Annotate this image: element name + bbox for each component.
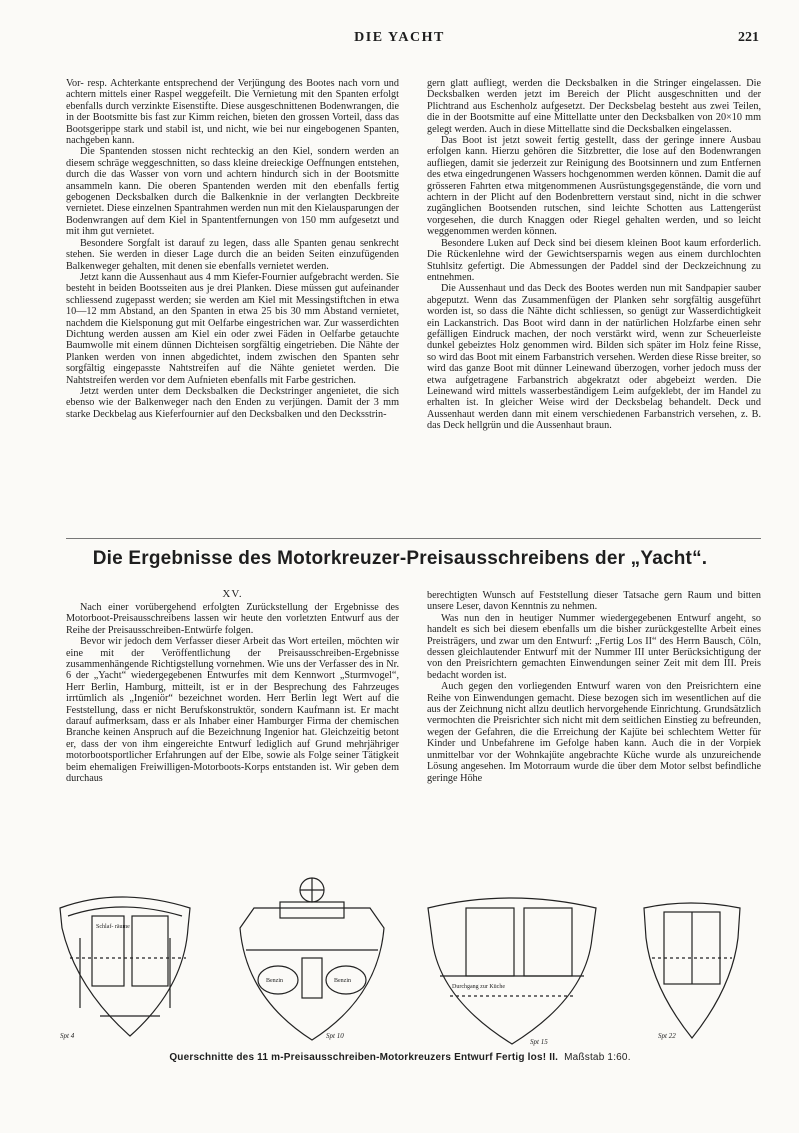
paragraph: Jetzt kann die Aussenhaut aus 4 mm Kiefer-Fournier aufgebracht werden. Sie besteht in beiden Bootsseiten aus je drei Planken. Diese müssen gut aufeinander schliessend zugepasst werden; sie werden am Kiel mit Messingstiftchen in etwa 10—12 mm Abstand, an den Spanten in etwa 25 bis 30 mm Abstand vernietet, nachdem die Kielsponung gut mit Oelfarbe eingestrichen war. Zur wasserdichten Dichtung werden aussen am Kiel ein oder zwei Fäden in Oelfarbe getauchte Baumwolle mit einem dünnen Dichteisen sorgfältig eingetrieben. Die Nähte der Planken werden von innen abgedichtet, indem zwischen den Spanten sehr sorgfältig eingepasste Nahtstreifen auf die Nähte genietet werden. Die Nahtstreifen werden vor dem Aufnieten ebenfalls mit Farbe gestrichen. bbox=[66, 271, 399, 386]
label-spt15: Spt 15 bbox=[530, 1038, 548, 1046]
hull-cross-sections-figure bbox=[40, 868, 760, 1046]
section-spt22 bbox=[644, 903, 740, 1038]
section-spt15 bbox=[428, 898, 596, 1044]
article-left-column bbox=[66, 602, 399, 850]
figure-caption bbox=[40, 1052, 760, 1063]
label-hinweis: Durchgang zur Küche bbox=[452, 984, 505, 990]
caption-scale: Maßstab 1:60. bbox=[564, 1052, 631, 1063]
article-title: Die Ergebnisse des Motorkreuzer-Preisausschreibens der „Yacht“. bbox=[92, 548, 708, 569]
label-spt10: Spt 10 bbox=[326, 1032, 344, 1040]
paragraph: Das Boot ist jetzt soweit fertig gestellt, dass der geringe innere Ausbau erfolgen kann. Hierzu gehören die Sitzbretter, die lose auf den Bodenwrangen aufliegen, damit sie jederzeit zur Reinigung des Bootsinnern und zum Entfernen des etwa eingedrungenen Wassers hochgenommen werden können. Damit die auf grösseren Fahrten etwa mitgenommenen Ausrüstungsgegenstände, die vorn und achtern in der Plicht auf den Bodenbrettern verstaut sind, nicht in die schwer zugänglichen Bootsenden rutschen, sind leichte Schotten aus Lattengerüst vorgesehen, die durch Knaggen oder Riegel gehalten werden, und so leicht weggenommen werden können. bbox=[427, 135, 761, 238]
paragraph: Bevor wir jedoch dem Verfasser dieser Arbeit das Wort erteilen, möchten wir eine mit der Veröffentlichung der Preisausschreiben-Ergebnisse zusammenhängende Richtigstellung vornehmen. Wie uns der Verfasser des in Nr. 6 der „Yacht“ wiedergegebenen Entwurfes mit dem Kennwort „Sturmvogel“, Herr Berlin, Hamburg, mitteilt, ist er in der Besprechung des Fahrzeuges irrtümlich als „Ingeniör“ bezeichnet worden. Herr Berlin legt Wert auf die Feststellung, dass er nicht Berufskonstruktör, sondern Kaufmann ist. Er macht darauf aufmerksam, dass er als Inhaber einer Hamburger Firma der chemischen Branche keinen Anspruch auf die Bezeichnung Ingenior hat. Gleichzeitig betont er, dass der von ihm eingereichte Entwurf lediglich auf Grund mehrjähriger motorbootsportlicher Erfahrungen auf der Elbe, sowie als Folge seiner Tätigkeit beim ehemaligen Freiwilligen-Motorboots-Korps entstanden ist. Wir geben dem durchaus bbox=[66, 636, 399, 785]
journal-title: DIE YACHT bbox=[354, 30, 445, 45]
article-part-number: XV. bbox=[222, 588, 243, 600]
label-spt4: Spt 4 bbox=[60, 1032, 75, 1040]
label-spt22: Spt 22 bbox=[658, 1032, 676, 1040]
paragraph: Auch gegen den vorliegenden Entwurf waren von den Preisrichtern eine Reihe von Einwendungen gemacht. Diese bezogen sich im wesentlichen auf die aus der Zeichnung nicht allzu deutlich hervorgehende Einrichtung. Grundsätzlich vermochten die Preisrichter sich nicht mit dem seitlichen Einstieg zu befreunden, wegen der Gefahren, die die Erreichung der Kajüte bei schlechtem Wetter für Kinder und Unbefahrene im Gefolge haben kann. Auch die in der Vorpiek unmittelbar vor der Wohnkajüte angebrachte Küche wurde als unzureichende Lösung angesehen. Im Motorraum wurde die über dem Motor selbst befindliche geringe Höhe bbox=[427, 681, 761, 784]
paragraph: Die Aussenhaut und das Deck des Bootes werden nun mit Sandpapier sauber abgeputzt. Wenn das Zusammenfügen der Planken sehr sorgfältig ausgeführt worden ist, so dass die Nähte dicht schliessen, so genügt zur Wasserdichtigkeit ein Lackanstrich. Das Boot wird dann in der natürlichen Holzfarbe einen sehr gefälligen Eindruck machen, der noch verstärkt wird, wenn zur Scheuerleiste dunkel gebeiztes Holz genommen wird. Bilden sich später im Holz feine Risse, so wird das Boot mit einem Farbanstrich versehen. Werden diese Risse breiter, so wird das ganze Boot mit dünner Leinewand überzogen, vorher jedoch muss der etwa aufgetragene Farbanstrich abgekratzt oder abgebeizt werden. Die Leinewand wird mittels wasserbeständigem Leim aufgeklebt, der im Handel zu erhalten ist. In gleicher Weise wird der Decksbelag behandelt. Deck und Aussenhaut werden dann mit einem verschiedenen Farbanstrich versehen, z. B. das Deck hellgrün und die Aussenhaut braun. bbox=[427, 283, 761, 432]
paragraph: Besondere Sorgfalt ist darauf zu legen, dass alle Spanten genau senkrecht stehen. Sie werden in dieser Lage durch die an beiden Seiten einzufügenden Balkenweger gehalten, mit denen sie ebenfalls vernietet werden. bbox=[66, 237, 399, 272]
label-benzin-left: Benzin bbox=[266, 978, 283, 984]
paragraph: berechtigten Wunsch auf Feststellung dieser Tatsache gern Raum und bitten unsere Leser, davon Kenntnis zu nehmen. bbox=[427, 590, 761, 613]
label-benzin-right: Benzin bbox=[334, 978, 351, 984]
paragraph: gern glatt aufliegt, werden die Decksbalken in die Stringer eingelassen. Die Decksbalken werden jetzt im Bereich der Plicht ausgeschnitten und der Plichtrand aus Eschenholz aufgesetzt. Der Decksbelag besteht aus zwei Teilen, die in der Bootsmitte auf eine Mittellatte unter den Decksbalken von 20×10 mm gelegt werden. Auch in diese Mittellatte sind die Decksbalken eingelassen. bbox=[427, 78, 761, 135]
paragraph: Besondere Luken auf Deck sind bei diesem kleinen Boot kaum erforderlich. Die Rückenlehne wird der Gewichtsersparnis wegen aus einem durchlochten Stuhlsitz gefertigt. Die Abmessungen der Paddel sind der Deckzeichnung zu entnehmen. bbox=[427, 237, 761, 283]
top-right-column bbox=[427, 78, 761, 526]
paragraph: Was nun den in heutiger Nummer wiedergegebenen Entwurf angeht, so handelt es sich bei diesem ebenfalls um die bisher zurückgestellte Arbeit eines Preisträgers, und zwar um den Entwurf: „Fertig Los II“ des Herrn Bausch, Cöln, dessen gleichlautender Entwurf mit der Nummer III unter Berücksichtigung der von den Preisrichtern gemachten Einwendungen seiner Zeit mit dem III. Preis bedacht worden ist. bbox=[427, 612, 761, 681]
paragraph: Vor- resp. Achterkante entsprechend der Verjüngung des Bootes nach vorn und achtern mittels einer Raspel weggefeilt. Die Vernietung mit den Spanten erfolgt ebenfalls durch verzinkte Eisenstifte. Diese ausgeschnittenen Bodenwrangen, die in der Bootsmitte bis fast zur Kimm reichen, bieten den grossen Vorteil, dass das Bootsgerippe stark und stabil ist, und nicht, wie bei nur eingebogenen Spanten, nachgeben kann. bbox=[66, 78, 399, 147]
cross-sections-drawing bbox=[40, 868, 760, 1046]
section-spt10 bbox=[240, 878, 384, 1040]
running-header bbox=[0, 30, 799, 54]
section-divider bbox=[66, 538, 761, 539]
paragraph: Die Spantenden stossen nicht rechteckig an den Kiel, sondern werden an diesem schräge weggeschnitten, so dass kleine dreieckige Oeffnungen entstehen, durch die das Wasser von vorn und achtern hindurch sich in der Bootsmitte ansammeln kann. Die oberen Spantenden werden mit den ebenfalls fertig gebogenen Decksbalken durch die Balkenknie in der verlangten Deckbreite vernietet. Diese einzelnen Spantrahmen werden nun mit den Kielausparungen der Bodenwrangen auf dem Kiel in Spantentfernungen von 150 mm aufgesetzt und mit ihm gut vernietet. bbox=[66, 146, 399, 238]
page-number: 221 bbox=[738, 30, 759, 45]
paragraph: Jetzt werden unter dem Decksbalken die Deckstringer angenietet, die sich ebenso wie der Balkenweger nach den Enden zu verjüngen. Damit der 3 mm starke Deckbelag aus Kieferfournier auf den Decksbalken und den Decksstrin- bbox=[66, 385, 399, 420]
article-right-column bbox=[427, 590, 761, 850]
paragraph: Nach einer vorübergehend erfolgten Zurückstellung der Ergebnisse des Motorboot-Preisausschreibens lassen wir heute den vorletzten Entwurf aus der Reihe der Preisausschreiben-Entwürfe folgen. bbox=[66, 602, 399, 636]
label-schlafraum: Schlaf- räume bbox=[96, 924, 130, 930]
top-left-column bbox=[66, 78, 399, 526]
section-spt4 bbox=[60, 897, 190, 1036]
caption-text: Querschnitte des 11 m-Preisausschreiben-Motorkreuzers Entwurf Fertig los! II. bbox=[169, 1052, 559, 1063]
